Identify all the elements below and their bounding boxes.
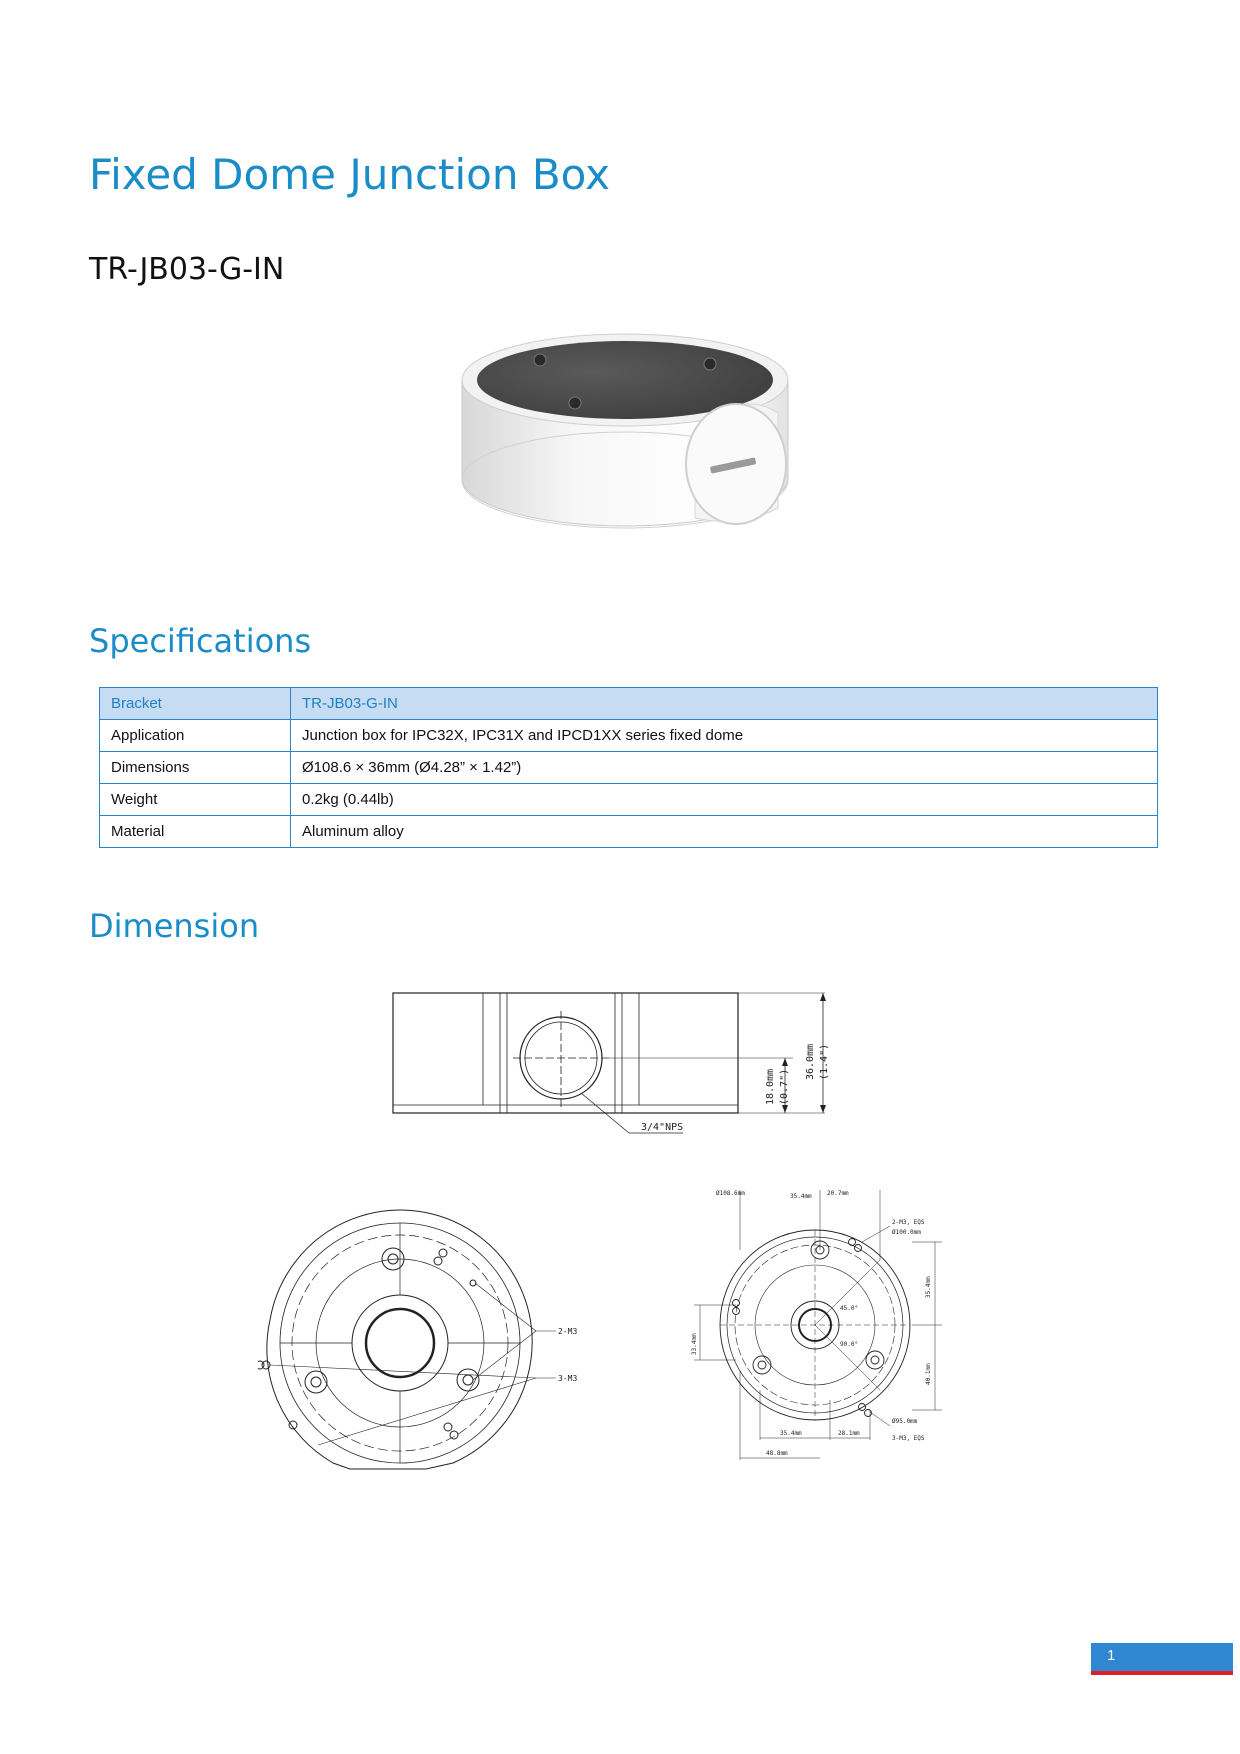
dia-100-label: Ø100.0mm [892, 1229, 921, 1236]
table-cell-key: Material [100, 816, 291, 848]
table-row [100, 816, 1158, 848]
dia-95-label: Ø95.0mm [892, 1418, 918, 1425]
right-c-label: 40.1mm [925, 1363, 932, 1385]
height-half-label: 18.0mm [765, 1068, 776, 1105]
table-cell-key: Application [100, 720, 291, 752]
bottom-c-label: 48.8mm [766, 1450, 788, 1457]
height-half-in-label: (0.7") [779, 1068, 790, 1105]
left-a-label: 33.4mm [691, 1333, 698, 1355]
model-number: TR-JB03-G-IN [89, 252, 285, 287]
table-header-row [100, 688, 1158, 720]
page-number: 1 [1107, 1647, 1116, 1664]
dia-outer-label: Ø108.6mm [716, 1190, 745, 1197]
underside-view-drawing [258, 1205, 588, 1480]
top-width-label: 35.4mm [790, 1193, 812, 1200]
table-cell-key: Dimensions [100, 752, 291, 784]
eqs-2-label: 2-M3, EQS [892, 1219, 925, 1226]
bottom-b-label: 28.1mm [838, 1430, 860, 1437]
section-heading-specifications: Specifications [89, 622, 312, 660]
angle-a-label: 45.0° [840, 1305, 859, 1312]
screws-2-label: 2-M3 [558, 1327, 578, 1336]
right-a-label: 35.4mm [925, 1276, 932, 1298]
eqs-3-label: 3-M3, EQS [892, 1435, 925, 1442]
table-row [100, 720, 1158, 752]
specifications-table [99, 687, 1158, 848]
table-row [100, 752, 1158, 784]
angle-b-label: 90.0° [840, 1341, 859, 1348]
table-header-key: Bracket [100, 688, 291, 720]
table-cell-value: 0.2kg (0.44lb) [291, 784, 1158, 816]
table-row [100, 784, 1158, 816]
height-total-in-label: (1.4") [819, 1043, 830, 1080]
page-title: Fixed Dome Junction Box [89, 150, 610, 199]
bottom-a-label: 35.4mm [780, 1430, 802, 1437]
thread-label: 3/4"NPS [641, 1122, 684, 1133]
junction-box-photo [440, 328, 810, 543]
table-cell-key: Weight [100, 784, 291, 816]
table-cell-value: Aluminum alloy [291, 816, 1158, 848]
section-heading-dimension: Dimension [89, 907, 260, 945]
top-view-drawing [680, 1190, 970, 1480]
height-total-label: 36.0mm [805, 1043, 816, 1080]
side-view-drawing [385, 985, 845, 1145]
top-view-upper-labels [712, 1183, 912, 1203]
table-cell-value: Junction box for IPC32X, IPC31X and IPCD1XX series fixed dome [291, 720, 1158, 752]
screws-3-label: 3-M3 [558, 1374, 578, 1383]
table-header-value: TR-JB03-G-IN [291, 688, 1158, 720]
page-number-tab [1091, 1643, 1233, 1675]
table-cell-value: Ø108.6 × 36mm (Ø4.28” × 1.42”) [291, 752, 1158, 784]
top-width-2-label: 20.7mm [827, 1190, 849, 1197]
